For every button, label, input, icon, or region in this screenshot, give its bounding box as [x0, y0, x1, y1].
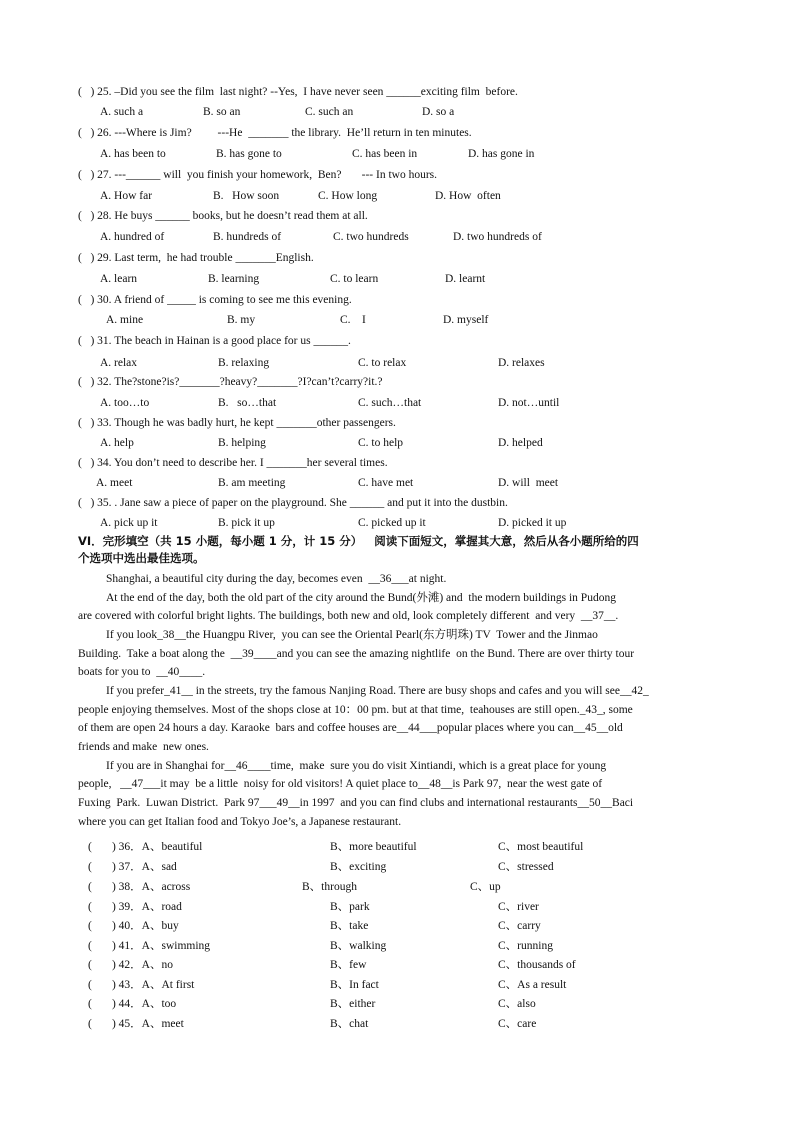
option-c: C. to learn [330, 273, 379, 285]
cloze-item-45: ( ) 45．A、meet [88, 1018, 184, 1030]
cloze-option-b: B、In fact [330, 979, 379, 991]
cloze-option-c: C、stressed [498, 861, 554, 873]
question-stem: ( ) 28. He buys ______ books, but he doesn’t read them at all. [78, 210, 368, 222]
option-b: B. learning [208, 273, 260, 285]
option-b: B. so an [203, 106, 241, 118]
option-b: B. am meeting [218, 477, 286, 489]
passage-line: If you are in Shanghai for__46____time, make sure you do visit Xintiandi, which is a great place for young [106, 760, 607, 772]
option-a: A. hundred of [100, 231, 165, 243]
cloze-option-c: C、As a result [498, 979, 567, 991]
option-b: B. so…that [218, 397, 277, 409]
passage-line: Shanghai, a beautiful city during the day, becomes even __36___at night. [106, 573, 447, 585]
option-c: C. to help [358, 437, 404, 449]
cloze-option-c: C、up [470, 881, 501, 893]
option-a: A. How far [100, 190, 153, 202]
section-heading-cont: 个选项中选出最佳选项。 [78, 551, 205, 565]
passage-line: If you look_38__the Huangpu River, you can see the Oriental Pearl(东方明珠) TV Tower and the Jinmao [106, 629, 598, 641]
option-a: A. too…to [100, 397, 150, 409]
option-a: A. mine [106, 314, 144, 326]
passage-line: where you can get Italian food and Tokyo Joe’s, a Japanese restaurant. [78, 816, 402, 828]
option-b: B. relaxing [218, 357, 270, 369]
cloze-item-37: ( ) 37．A、sad [88, 861, 177, 873]
cloze-option-c: C、care [498, 1018, 537, 1030]
cloze-item-43: ( ) 43．A、At first [88, 979, 195, 991]
cloze-option-b: B、exciting [330, 861, 387, 873]
cloze-option-c: C、thousands of [498, 959, 576, 971]
passage-line: Building. Take a boat along the __39____and you can see the amazing nightlife on the Bund. There are over thirty tour [78, 648, 635, 660]
option-d: D. will meet [498, 477, 559, 489]
option-d: D. myself [443, 314, 489, 326]
option-b: B. helping [218, 437, 266, 449]
option-c: C. to relax [358, 357, 407, 369]
option-c: C. such an [305, 106, 354, 118]
option-c: C. have met [358, 477, 414, 489]
option-c: C. such…that [358, 397, 422, 409]
option-d: D. two hundreds of [453, 231, 542, 243]
option-a: A. help [100, 437, 134, 449]
section-heading: VI．完形填空（共 15 小题，每小题 1 分，计 15 分） 阅读下面短文，掌握其大意，然后从各小题所给的四 [78, 534, 639, 548]
question-stem: ( ) 35. . Jane saw a piece of paper on the playground. She ______ and put it into the dustbin. [78, 497, 508, 509]
cloze-option-b: B、more beautiful [330, 841, 417, 853]
cloze-item-36: ( ) 36．A、beautiful [88, 841, 203, 853]
cloze-option-b: B、either [330, 998, 376, 1010]
passage-line: people, __47___it may be a little noisy for old visitors! A quiet place to__48__is Park 97, near the west gate of [78, 778, 603, 790]
cloze-option-c: C、carry [498, 920, 541, 932]
option-b: B. my [227, 314, 256, 326]
option-b: B. pick it up [218, 517, 275, 529]
passage-line: friends and make new ones. [78, 741, 209, 753]
passage-line: are covered with colorful bright lights. The buildings, both new and old, look completely different and very __37__. [78, 610, 619, 622]
cloze-option-b: B、take [330, 920, 369, 932]
option-c: C. I [340, 314, 366, 326]
cloze-option-b: B、chat [330, 1018, 369, 1030]
passage-line: If you prefer_41__ in the streets, try the famous Nanjing Road. There are busy shops and cafes and you will see__42_ [106, 685, 649, 697]
cloze-item-40: ( ) 40．A、buy [88, 920, 179, 932]
option-d: D. learnt [445, 273, 486, 285]
option-c: C. two hundreds [333, 231, 409, 243]
option-d: D. picked it up [498, 517, 567, 529]
cloze-option-c: C、river [498, 901, 539, 913]
option-a: A. learn [100, 273, 138, 285]
question-stem: ( ) 30. A friend of _____ is coming to see me this evening. [78, 294, 352, 306]
option-d: D. helped [498, 437, 543, 449]
cloze-option-c: C、most beautiful [498, 841, 584, 853]
cloze-option-b: B、through [302, 881, 357, 893]
cloze-item-42: ( ) 42．A、no [88, 959, 173, 971]
option-a: A. relax [100, 357, 138, 369]
cloze-item-38: ( ) 38．A、across [88, 881, 191, 893]
question-stem: ( ) 26. ---Where is Jim? ---He _______ the library. He’ll return in ten minutes. [78, 127, 472, 139]
question-stem: ( ) 29. Last term, he had trouble _______English. [78, 252, 314, 264]
cloze-option-c: C、also [498, 998, 536, 1010]
option-b: B. has gone to [216, 148, 282, 160]
option-b: B. hundreds of [213, 231, 282, 243]
passage-line: of them are open 24 hours a day. Karaoke bars and coffee houses are__44___popular places where you can__45__old [78, 722, 623, 734]
option-c: C. picked up it [358, 517, 426, 529]
passage-line: At the end of the day, both the old part of the city around the Bund(外滩) and the modern buildings in Pudong [106, 592, 616, 604]
option-d: D. so a [422, 106, 455, 118]
option-c: C. How long [318, 190, 378, 202]
cloze-item-41: ( ) 41．A、swimming [88, 940, 211, 952]
question-stem: ( ) 34. You don’t need to describe her. I _______her several times. [78, 457, 388, 469]
option-d: D. relaxes [498, 357, 545, 369]
question-stem: ( ) 25. –Did you see the film last night? --Yes, I have never seen ______exciting film before. [78, 86, 518, 98]
option-a: A. pick up it [100, 517, 158, 529]
cloze-option-b: B、park [330, 901, 370, 913]
passage-line: Fuxing Park. Luwan District. Park 97___49__in 1997 and you can find clubs and international restaurants__50__Baci [78, 797, 634, 809]
option-b: B. How soon [213, 190, 280, 202]
option-a: A. meet [96, 477, 133, 489]
passage-line: people enjoying themselves. Most of the shops close at 10：00 pm. but at that time, teahouses are still open._43_, some [78, 704, 633, 716]
option-d: D. not…until [498, 397, 560, 409]
question-stem: ( ) 32. The?stone?is?_______?heavy?_______?I?can’t?carry?it.? [78, 376, 383, 388]
option-d: D. How often [435, 190, 501, 202]
cloze-option-b: B、few [330, 959, 367, 971]
cloze-item-44: ( ) 44．A、too [88, 998, 177, 1010]
question-stem: ( ) 33. Though he was badly hurt, he kept _______other passengers. [78, 417, 396, 429]
option-a: A. has been to [100, 148, 166, 160]
passage-line: boats for you to __40____. [78, 666, 206, 678]
question-stem: ( ) 31. The beach in Hainan is a good place for us ______. [78, 335, 351, 347]
cloze-option-b: B、walking [330, 940, 387, 952]
question-stem: ( ) 27. ---______ will you finish your homework, Ben? --- In two hours. [78, 169, 437, 181]
cloze-option-c: C、running [498, 940, 553, 952]
option-d: D. has gone in [468, 148, 535, 160]
option-a: A. such a [100, 106, 144, 118]
option-c: C. has been in [352, 148, 418, 160]
cloze-item-39: ( ) 39．A、road [88, 901, 182, 913]
